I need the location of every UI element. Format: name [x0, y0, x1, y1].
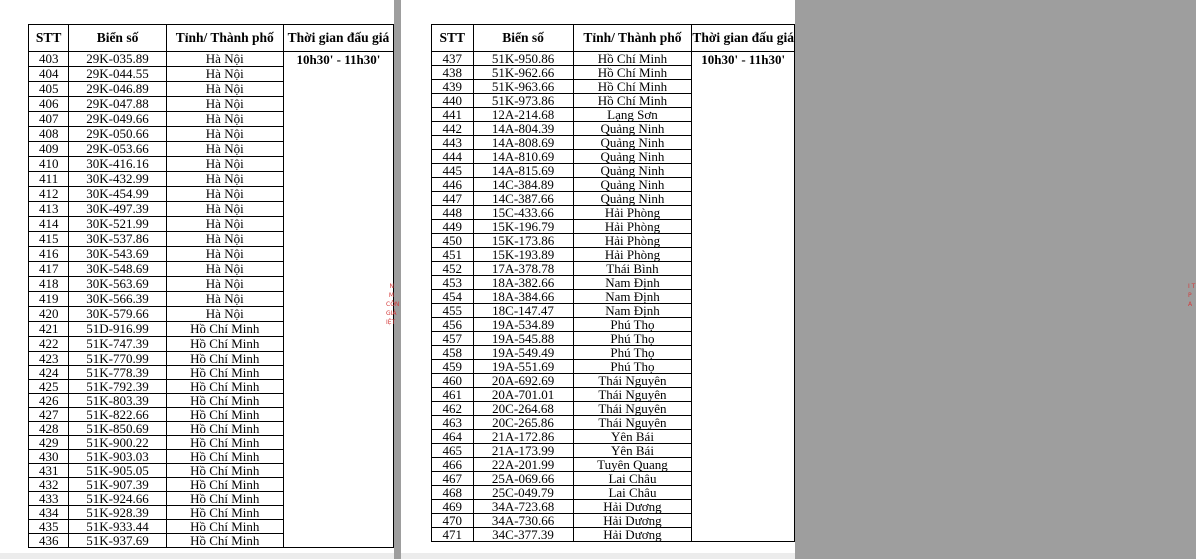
- cell-stt: 432: [29, 478, 69, 492]
- cell-plate: 18A-382.66: [473, 276, 573, 290]
- cell-stt: 426: [29, 394, 69, 408]
- cell-province: Hải Dương: [573, 514, 692, 528]
- cell-plate: 14C-384.89: [473, 178, 573, 192]
- cell-province: Hồ Chí Minh: [166, 478, 283, 492]
- cell-stt: 434: [29, 506, 69, 520]
- cell-province: Hà Nội: [166, 142, 283, 157]
- cell-plate: 29K-053.66: [69, 142, 166, 157]
- page-footer: [401, 553, 795, 559]
- cell-stt: 465: [432, 444, 474, 458]
- cell-province: Hồ Chí Minh: [573, 80, 692, 94]
- cell-stt: 404: [29, 67, 69, 82]
- cell-province: Yên Bái: [573, 430, 692, 444]
- cell-plate: 30K-543.69: [69, 247, 166, 262]
- cell-plate: 51K-973.86: [473, 94, 573, 108]
- cell-stt: 463: [432, 416, 474, 430]
- cell-stt: 456: [432, 318, 474, 332]
- cell-province: Nam Định: [573, 304, 692, 318]
- cell-province: Hồ Chí Minh: [166, 337, 283, 352]
- cell-province: Quảng Ninh: [573, 178, 692, 192]
- cell-plate: 20A-701.01: [473, 388, 573, 402]
- cell-stt: 407: [29, 112, 69, 127]
- cell-province: Hải Dương: [573, 528, 692, 542]
- cell-stt: 443: [432, 136, 474, 150]
- cell-plate: 12A-214.68: [473, 108, 573, 122]
- cell-plate: 20C-264.68: [473, 402, 573, 416]
- cell-plate: 21A-172.86: [473, 430, 573, 444]
- cell-stt: 403: [29, 52, 69, 67]
- cell-province: Hà Nội: [166, 247, 283, 262]
- auction-time-slot: 10h30' - 11h30': [283, 52, 393, 548]
- cell-plate: 29K-050.66: [69, 127, 166, 142]
- cell-stt: 446: [432, 178, 474, 192]
- cell-province: Hồ Chí Minh: [166, 352, 283, 366]
- cell-stt: 405: [29, 82, 69, 97]
- cell-plate: 29K-049.66: [69, 112, 166, 127]
- cell-stt: 444: [432, 150, 474, 164]
- cell-province: Hải Dương: [573, 500, 692, 514]
- header-stt: STT: [29, 25, 69, 52]
- cell-province: Thái Bình: [573, 262, 692, 276]
- cell-province: Hồ Chí Minh: [166, 436, 283, 450]
- cell-stt: 452: [432, 262, 474, 276]
- cell-stt: 425: [29, 380, 69, 394]
- cell-plate: 15C-433.66: [473, 206, 573, 220]
- cell-stt: 406: [29, 97, 69, 112]
- cell-province: Hồ Chí Minh: [573, 52, 692, 66]
- cell-province: Lai Châu: [573, 486, 692, 500]
- cell-province: Phú Thọ: [573, 318, 692, 332]
- cell-stt: 421: [29, 322, 69, 337]
- cell-province: Hà Nội: [166, 202, 283, 217]
- cell-province: Hồ Chí Minh: [573, 66, 692, 80]
- cell-province: Thái Nguyên: [573, 402, 692, 416]
- cell-province: Hà Nội: [166, 232, 283, 247]
- cell-plate: 22A-201.99: [473, 458, 573, 472]
- cell-stt: 423: [29, 352, 69, 366]
- cell-plate: 15K-173.86: [473, 234, 573, 248]
- cell-stt: 457: [432, 332, 474, 346]
- cell-plate: 19A-545.88: [473, 332, 573, 346]
- cell-plate: 51K-900.22: [69, 436, 166, 450]
- cell-province: Hà Nội: [166, 52, 283, 67]
- cell-plate: 51K-962.66: [473, 66, 573, 80]
- cell-plate: 51K-903.03: [69, 450, 166, 464]
- cell-plate: 21A-173.99: [473, 444, 573, 458]
- cell-province: Quảng Ninh: [573, 164, 692, 178]
- header-province: Tỉnh/ Thành phố: [166, 25, 283, 52]
- cell-province: Lai Châu: [573, 472, 692, 486]
- cell-province: Hồ Chí Minh: [166, 492, 283, 506]
- cell-province: Hà Nội: [166, 97, 283, 112]
- cell-stt: 467: [432, 472, 474, 486]
- cell-province: Tuyên Quang: [573, 458, 692, 472]
- cell-plate: 14C-387.66: [473, 192, 573, 206]
- cell-plate: 18C-147.47: [473, 304, 573, 318]
- cell-stt: 455: [432, 304, 474, 318]
- cell-plate: 30K-416.16: [69, 157, 166, 172]
- cell-province: Nam Định: [573, 290, 692, 304]
- seal-stamp-fragment: N M CÔN GIÁ IỆT: [386, 283, 400, 326]
- cell-stt: 459: [432, 360, 474, 374]
- header-time: Thời gian đấu giá: [692, 25, 795, 52]
- cell-stt: 438: [432, 66, 474, 80]
- cell-plate: 51K-905.05: [69, 464, 166, 478]
- cell-plate: 51K-933.44: [69, 520, 166, 534]
- header-time: Thời gian đấu giá: [283, 25, 393, 52]
- cell-plate: 34A-730.66: [473, 514, 573, 528]
- cell-plate: 34C-377.39: [473, 528, 573, 542]
- cell-province: Hà Nội: [166, 187, 283, 202]
- cell-province: Hà Nội: [166, 217, 283, 232]
- cell-stt: 453: [432, 276, 474, 290]
- cell-stt: 414: [29, 217, 69, 232]
- cell-stt: 418: [29, 277, 69, 292]
- cell-province: Thái Nguyên: [573, 388, 692, 402]
- cell-stt: 430: [29, 450, 69, 464]
- cell-province: Lạng Sơn: [573, 108, 692, 122]
- cell-stt: 408: [29, 127, 69, 142]
- cell-stt: 412: [29, 187, 69, 202]
- cell-stt: 469: [432, 500, 474, 514]
- table-header-row: [432, 25, 795, 52]
- cell-province: Hồ Chí Minh: [166, 422, 283, 436]
- cell-stt: 417: [29, 262, 69, 277]
- cell-province: Phú Thọ: [573, 332, 692, 346]
- header-stt: STT: [432, 25, 474, 52]
- header-plate: Biển số: [69, 25, 166, 52]
- cell-province: Quảng Ninh: [573, 192, 692, 206]
- auction-table-left: [28, 24, 400, 548]
- cell-province: Hồ Chí Minh: [166, 506, 283, 520]
- cell-province: Hồ Chí Minh: [166, 322, 283, 337]
- cell-stt: 436: [29, 534, 69, 548]
- cell-stt: 458: [432, 346, 474, 360]
- table-body-left: [29, 51, 400, 548]
- cell-province: Hà Nội: [166, 112, 283, 127]
- cell-plate: 15K-196.79: [473, 220, 573, 234]
- cell-province: Hà Nội: [166, 307, 283, 322]
- cell-plate: 19A-534.89: [473, 318, 573, 332]
- cell-stt: 411: [29, 172, 69, 187]
- cell-province: Hà Nội: [166, 67, 283, 82]
- cell-plate: 30K-537.86: [69, 232, 166, 247]
- cell-stt: 466: [432, 458, 474, 472]
- page-footer: [0, 553, 394, 559]
- cell-plate: 20A-692.69: [473, 374, 573, 388]
- document-page-right: [401, 0, 1196, 559]
- cell-plate: 30K-566.39: [69, 292, 166, 307]
- cell-stt: 420: [29, 307, 69, 322]
- cell-stt: 431: [29, 464, 69, 478]
- cell-stt: 419: [29, 292, 69, 307]
- table-row: [29, 52, 394, 67]
- cell-province: Quảng Ninh: [573, 136, 692, 150]
- cell-province: Hà Nội: [166, 277, 283, 292]
- cell-stt: 415: [29, 232, 69, 247]
- table-header-row: [29, 25, 394, 52]
- cell-stt: 410: [29, 157, 69, 172]
- cell-stt: 461: [432, 388, 474, 402]
- cell-stt: 428: [29, 422, 69, 436]
- cell-stt: 442: [432, 122, 474, 136]
- cell-plate: 25A-069.66: [473, 472, 573, 486]
- cell-stt: 462: [432, 402, 474, 416]
- cell-plate: 25C-049.79: [473, 486, 573, 500]
- cell-province: Quảng Ninh: [573, 150, 692, 164]
- cell-plate: 51K-963.66: [473, 80, 573, 94]
- cell-stt: 409: [29, 142, 69, 157]
- cell-stt: 427: [29, 408, 69, 422]
- cell-province: Hồ Chí Minh: [573, 94, 692, 108]
- cell-province: Hải Phòng: [573, 248, 692, 262]
- cell-plate: 29K-044.55: [69, 67, 166, 82]
- cell-province: Nam Định: [573, 276, 692, 290]
- cell-plate: 19A-549.49: [473, 346, 573, 360]
- cell-stt: 416: [29, 247, 69, 262]
- cell-province: Phú Thọ: [573, 360, 692, 374]
- cell-plate: 51K-747.39: [69, 337, 166, 352]
- cell-province: Hà Nội: [166, 262, 283, 277]
- cell-province: Hà Nội: [166, 82, 283, 97]
- cell-province: Hải Phòng: [573, 206, 692, 220]
- cell-stt: 468: [432, 486, 474, 500]
- cell-plate: 30K-563.69: [69, 277, 166, 292]
- cell-province: Hà Nội: [166, 172, 283, 187]
- cell-plate: 30K-432.99: [69, 172, 166, 187]
- cell-province: Quảng Ninh: [573, 122, 692, 136]
- cell-plate: 51K-792.39: [69, 380, 166, 394]
- cell-stt: 451: [432, 248, 474, 262]
- cell-plate: 51K-907.39: [69, 478, 166, 492]
- cell-province: Hồ Chí Minh: [166, 450, 283, 464]
- cell-plate: 30K-497.39: [69, 202, 166, 217]
- cell-province: Hà Nội: [166, 127, 283, 142]
- cell-plate: 51K-822.66: [69, 408, 166, 422]
- cell-stt: 413: [29, 202, 69, 217]
- cell-province: Thái Nguyên: [573, 374, 692, 388]
- cell-plate: 30K-521.99: [69, 217, 166, 232]
- cell-stt: 429: [29, 436, 69, 450]
- cell-province: Hồ Chí Minh: [166, 534, 283, 548]
- cell-province: Hồ Chí Minh: [166, 380, 283, 394]
- cell-plate: 51K-924.66: [69, 492, 166, 506]
- cell-plate: 14A-804.39: [473, 122, 573, 136]
- cell-plate: 19A-551.69: [473, 360, 573, 374]
- cell-province: Phú Thọ: [573, 346, 692, 360]
- cell-province: Hồ Chí Minh: [166, 464, 283, 478]
- cell-province: Hải Phòng: [573, 234, 692, 248]
- cell-stt: 435: [29, 520, 69, 534]
- cell-stt: 460: [432, 374, 474, 388]
- cell-plate: 30K-579.66: [69, 307, 166, 322]
- cell-stt: 448: [432, 206, 474, 220]
- cell-stt: 470: [432, 514, 474, 528]
- cell-plate: 29K-047.88: [69, 97, 166, 112]
- cell-stt: 454: [432, 290, 474, 304]
- cell-plate: 51K-850.69: [69, 422, 166, 436]
- cell-stt: 440: [432, 94, 474, 108]
- cell-plate: 30K-454.99: [69, 187, 166, 202]
- cell-plate: 51K-937.69: [69, 534, 166, 548]
- cell-plate: 29K-035.89: [69, 52, 166, 67]
- header-plate: Biển số: [473, 25, 573, 52]
- cell-plate: 29K-046.89: [69, 82, 166, 97]
- cell-stt: 437: [432, 52, 474, 66]
- cell-stt: 464: [432, 430, 474, 444]
- cell-plate: 51K-803.39: [69, 394, 166, 408]
- cell-plate: 51K-770.99: [69, 352, 166, 366]
- cell-stt: 449: [432, 220, 474, 234]
- cell-province: Hà Nội: [166, 157, 283, 172]
- cell-plate: 51K-950.86: [473, 52, 573, 66]
- cell-province: Hồ Chí Minh: [166, 394, 283, 408]
- cell-plate: 51K-778.39: [69, 366, 166, 380]
- cell-stt: 447: [432, 192, 474, 206]
- cell-stt: 445: [432, 164, 474, 178]
- seal-stamp-fragment: I T P A: [1188, 283, 1196, 308]
- document-page-left: [0, 0, 400, 559]
- cell-plate: 15K-193.89: [473, 248, 573, 262]
- cell-plate: 30K-548.69: [69, 262, 166, 277]
- cell-plate: 34A-723.68: [473, 500, 573, 514]
- cell-province: Hồ Chí Minh: [166, 520, 283, 534]
- cell-stt: 439: [432, 80, 474, 94]
- cell-province: Hải Phòng: [573, 220, 692, 234]
- cell-stt: 422: [29, 337, 69, 352]
- cell-province: Yên Bái: [573, 444, 692, 458]
- auction-time-slot: 10h30' - 11h30': [692, 52, 795, 542]
- auction-table-right: [431, 24, 795, 542]
- cell-plate: 51D-916.99: [69, 322, 166, 337]
- cell-province: Hồ Chí Minh: [166, 408, 283, 422]
- cell-plate: 14A-810.69: [473, 150, 573, 164]
- cell-plate: 17A-378.78: [473, 262, 573, 276]
- cell-province: Thái Nguyên: [573, 416, 692, 430]
- cell-province: Hà Nội: [166, 292, 283, 307]
- cell-plate: 20C-265.86: [473, 416, 573, 430]
- cell-stt: 433: [29, 492, 69, 506]
- cell-plate: 51K-928.39: [69, 506, 166, 520]
- cell-stt: 450: [432, 234, 474, 248]
- table-row: [432, 52, 795, 66]
- cell-stt: 471: [432, 528, 474, 542]
- cell-province: Hồ Chí Minh: [166, 366, 283, 380]
- header-province: Tỉnh/ Thành phố: [573, 25, 692, 52]
- table-body-right: [432, 52, 795, 542]
- cell-plate: 18A-384.66: [473, 290, 573, 304]
- cell-stt: 424: [29, 366, 69, 380]
- cell-stt: 441: [432, 108, 474, 122]
- cell-plate: 14A-808.69: [473, 136, 573, 150]
- cell-plate: 14A-815.69: [473, 164, 573, 178]
